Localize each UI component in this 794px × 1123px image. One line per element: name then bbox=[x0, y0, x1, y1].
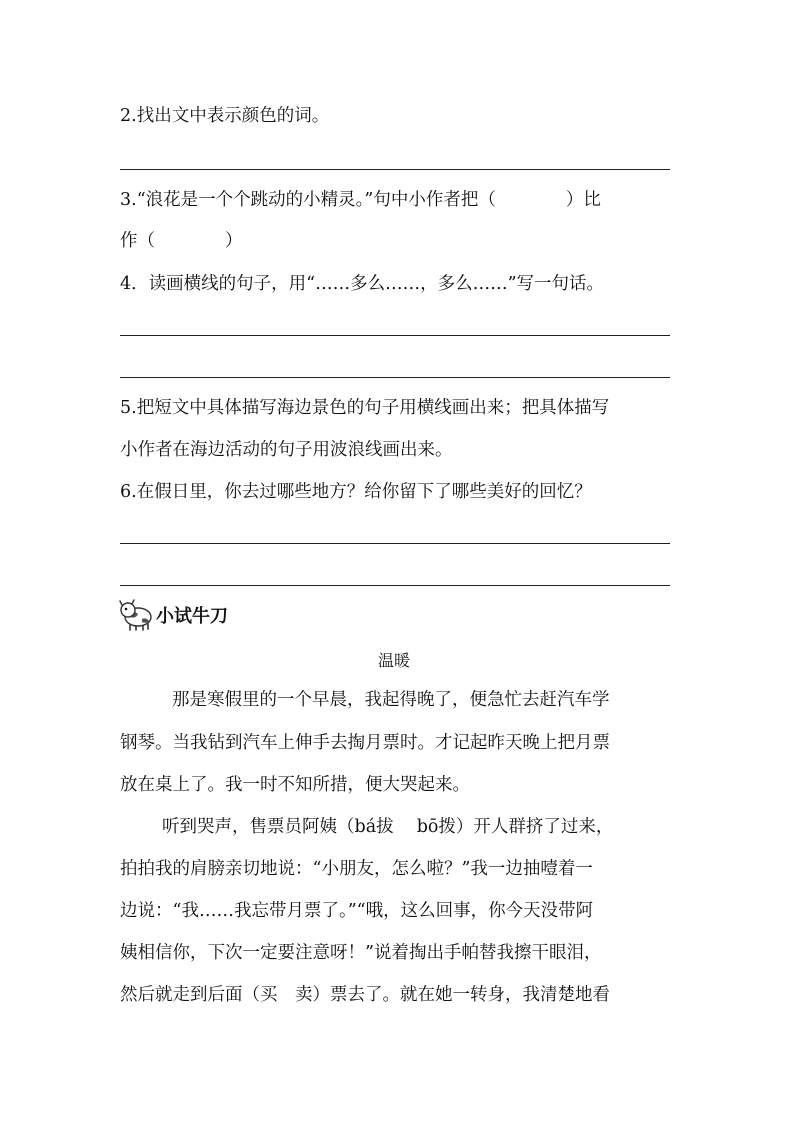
q2-text: 2.找出文中表示颜色的词。 bbox=[120, 106, 330, 126]
passage-title: 温暖 bbox=[378, 651, 411, 670]
section-heading bbox=[118, 598, 228, 632]
answer-line bbox=[120, 169, 670, 170]
answer-line bbox=[120, 585, 670, 586]
q3-text-line1: 3.“浪花是一个个跳动的小精灵。”句中小作者把（ ）比 bbox=[120, 190, 601, 210]
section-title: 小试牛刀 bbox=[156, 606, 228, 627]
passage-line: 边说：“我……我忘带月票了。”“哦，这么回事，你今天没带阿 bbox=[120, 901, 594, 921]
q3-text-line2: 作（ ） bbox=[120, 231, 243, 251]
answer-line bbox=[120, 335, 670, 336]
passage-line: 听到哭声，售票员阿姨（bá拔 bō拨）开人群挤了过来， bbox=[162, 817, 614, 837]
answer-line bbox=[120, 377, 670, 378]
answer-line bbox=[120, 543, 670, 544]
passage-line: 然后就走到后面（买 卖）票去了。就在她一转身，我清楚地看 bbox=[120, 985, 610, 1005]
passage-line: 拍拍我的肩膀亲切地说：“小朋友，怎么啦？”我一边抽噎着一 bbox=[120, 859, 593, 879]
q4-text: 4．读画横线的句子，用“……多么……，多么……”写一句话。 bbox=[120, 274, 605, 294]
passage-line: 姨相信你，下次一定要注意呀！”说着掏出手帕替我擦干眼泪， bbox=[120, 943, 602, 963]
passage-line: 钢琴。当我钻到汽车上伸手去掏月票时。才记起昨天晚上把月票 bbox=[120, 733, 610, 753]
q6-text: 6.在假日里，你去过哪些地方？给你留下了哪些美好的回忆？ bbox=[120, 482, 592, 502]
q5-text-line1: 5.把短文中具体描写海边景色的句子用横线画出来；把具体描写 bbox=[120, 398, 610, 418]
cow-icon bbox=[118, 599, 154, 631]
passage-line: 放在桌上了。我一时不知所措，便大哭起来。 bbox=[120, 775, 470, 795]
passage-line: 那是寒假里的一个早晨，我起得晚了，便急忙去赶汽车学 bbox=[172, 690, 610, 710]
q5-text-line2: 小作者在海边活动的句子用波浪线画出来。 bbox=[120, 440, 453, 460]
